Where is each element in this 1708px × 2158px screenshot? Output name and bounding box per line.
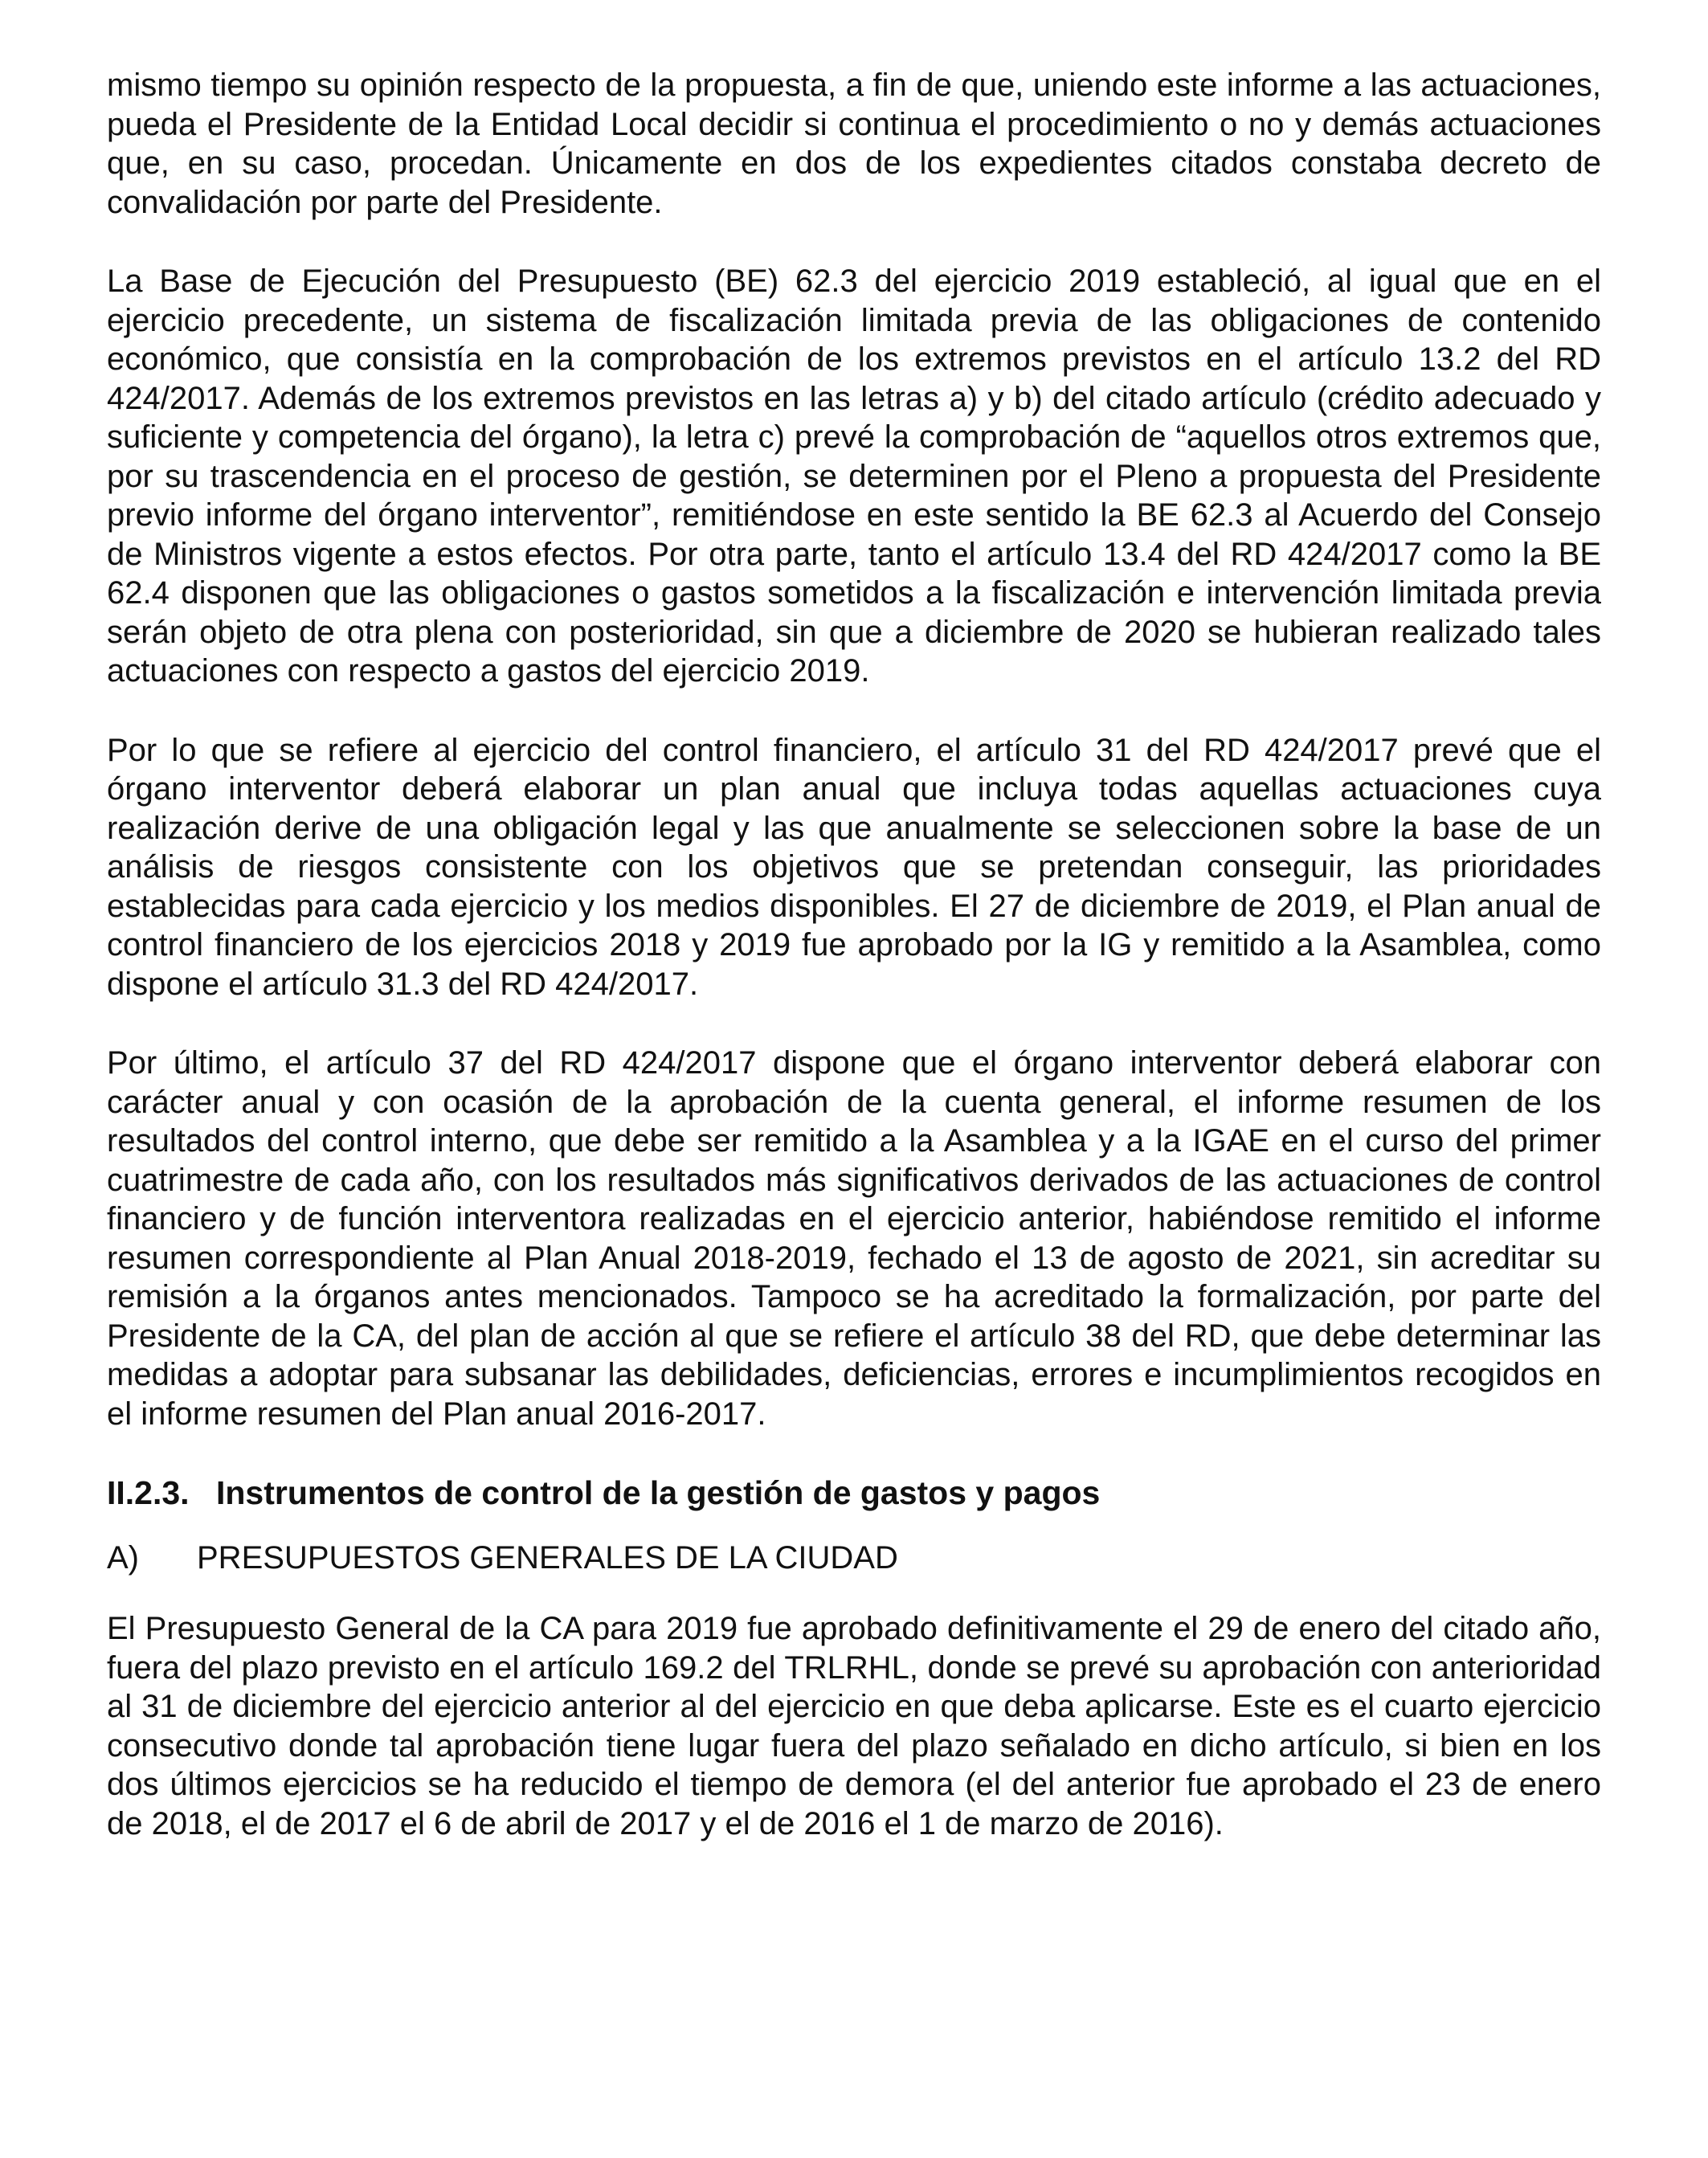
paragraph-limited-oversight: La Base de Ejecución del Presupuesto (BE) 62.3 del ejercicio 2019 estableció, al igual que en el ejercicio precedente, un sistema de fiscalización limitada previa de las obligaciones de contenido económico, que consistía en la comprobación de los extremos previstos en el artículo 13.2 del RD 424/2017. Además de los extremos previstos en las letras a) y b) del citado artículo (crédito adecuado y suficiente y competencia del órgano), la letra c) prevé la comprobación de “aquellos otros extremos que, por su trascendencia en el proceso de gestión, se determinen por el Pleno a propuesta del Presidente previo informe del órgano interventor”, remitiéndose en este sentido la BE 62.3 al Acuerdo del Consejo de Ministros vigente a estos efectos. Por otra parte, tanto el artículo 13.4 del RD 424/2017 como la BE 62.4 disponen que las obligaciones o gastos sometidos a la fiscalización e intervención limitada previa serán objeto de otra plena con posterioridad, sin que a diciembre de 2020 se hubieran realizado tales actuaciones con respecto a gastos del ejercicio 2019.	[107, 264, 1601, 689]
subsection-heading	[107, 1539, 1601, 1578]
paragraph-financial-control: Por lo que se refiere al ejercicio del control financiero, el artículo 31 del RD 424/2017 prevé que el órgano interventor deberá elaborar un plan anual que incluya todas aquellas actuaciones cuya realización derive de una obligación legal y las que anualmente se seleccionen sobre la base de un análisis de riesgos consistente con los objetivos que se pretendan conseguir, las prioridades establecidas para cada ejercicio y los medios disponibles. El 27 de diciembre de 2019, el Plan anual de control financiero de los ejercicios 2018 y 2019 fue aprobado por la IG y remitido a la Asamblea, como dispone el artículo 31.3 del RD 424/2017.	[107, 732, 1601, 1002]
section-title: Instrumentos de control de la gestión de gastos y pagos	[216, 1474, 1101, 1511]
subsection-title: PRESUPUESTOS GENERALES DE LA CIUDAD	[197, 1539, 898, 1576]
section-number: II.2.3.	[107, 1474, 190, 1511]
section-heading	[107, 1473, 1601, 1513]
document-page	[107, 66, 1601, 1883]
paragraph-budget-approval: El Presupuesto General de la CA para 2019 fue aprobado definitivamente el 29 de enero del citado año, fuera del plazo previsto en el artículo 169.2 del TRLRHL, donde se prevé su aprobación con anterioridad al 31 de diciembre del ejercicio anterior al del ejercicio en que deba aplicarse. Este es el cuarto ejercicio consecutivo donde tal aprobación tiene lugar fuera del plazo señalado en dicho artículo, si bien en los dos últimos ejercicios se ha reducido el tiempo de demora (el del anterior fue aprobado el 23 de enero de 2018, el de 2017 el 6 de abril de 2017 y el de 2016 el 1 de marzo de 2016).	[107, 1611, 1601, 1841]
subsection-letter: A)	[107, 1539, 139, 1576]
paragraph-summary-report: Por último, el artículo 37 del RD 424/2017 dispone que el órgano interventor deberá elaborar con carácter anual y con ocasión de la aprobación de la cuenta general, el informe resumen de los resultados del control interno, que debe ser remitido a la Asamblea y a la IGAE en el curso del primer cuatrimestre de cada año, con los resultados más significativos derivados de las actuaciones de control financiero y de función interventora realizadas en el ejercicio anterior, habiéndose remitido el informe resumen correspondiente al Plan Anual 2018-2019, fechado el 13 de agosto de 2021, sin acreditar su remisión a la órganos antes mencionados. Tampoco se ha acreditado la formalización, por parte del Presidente de la CA, del plan de acción al que se refiere el artículo 38 del RD, que debe determinar las medidas a adoptar para subsanar las debilidades, deficiencias, errores e incumplimientos recogidos en el informe resumen del Plan anual 2016-2017.	[107, 1045, 1601, 1432]
paragraph-convalidation: mismo tiempo su opinión respecto de la propuesta, a fin de que, uniendo este informe a las actuaciones, pueda el Presidente de la Entidad Local decidir si continua el procedimiento o no y demás actuaciones que, en su caso, procedan. Únicamente en dos de los expedientes citados constaba decreto de convalidación por parte del Presidente.	[107, 67, 1601, 220]
